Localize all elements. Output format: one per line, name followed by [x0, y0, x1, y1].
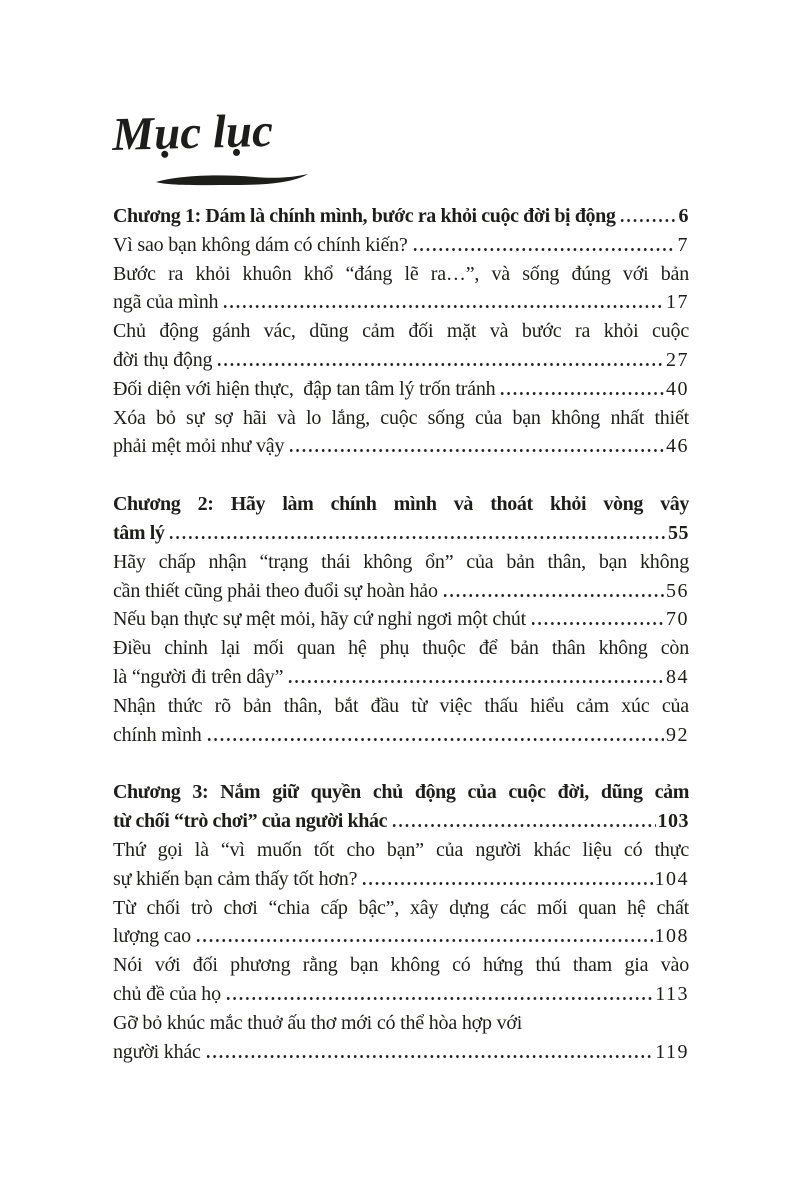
title-underline-flourish: [153, 172, 311, 188]
toc-entry: [113, 260, 689, 318]
page-title: [113, 106, 689, 202]
toc-section-chapter-3: [113, 778, 689, 1066]
toc-entry-line: Nhận thức rõ bản thân, bắt đầu từ việc thấu hiểu cảm xúc của: [113, 694, 689, 717]
dot-leader: [499, 392, 664, 395]
chapter-heading-text: tâm lý: [113, 521, 165, 544]
dot-leader: [216, 363, 664, 366]
toc-entry-line: [113, 721, 689, 750]
toc-entry: [113, 317, 689, 375]
toc-entry: [113, 634, 689, 692]
chapter-heading-line: Chương 2: Hãy làm chính mình và thoát khỏi vòng vây: [113, 493, 689, 516]
toc-entry-line: [113, 375, 689, 404]
dot-leader: [288, 449, 664, 452]
dot-leader: [205, 1055, 654, 1058]
toc-entry-line: Gỡ bỏ khúc mắc thuở ấu thơ mới có thể hòa hợp với: [113, 1011, 523, 1034]
toc-entry-line: Hãy chấp nhận “trạng thái không ổn” của bản thân, bạn không: [113, 550, 689, 573]
toc-entry-line: [113, 346, 689, 375]
toc-entry: [113, 951, 689, 1009]
toc-entry-line: [113, 663, 689, 692]
chapter-heading-text: Chương 1: Dám là chính mình, bước ra khỏi cuộc đời bị động: [113, 205, 616, 227]
page-number: 84: [666, 665, 689, 688]
toc-entry-line: Chủ động gánh vác, dũng cảm đối mặt và bước ra khỏi cuộc: [113, 320, 689, 343]
dot-leader: [168, 536, 666, 539]
toc-entry: [113, 894, 689, 952]
page-number: 113: [655, 982, 689, 1005]
toc-entry-line: Điều chỉnh lại mối quan hệ phụ thuộc để bản thân không còn: [113, 637, 689, 660]
toc-entry-line: [113, 865, 689, 894]
page-number: 104: [654, 867, 689, 890]
chapter-heading: [113, 490, 689, 548]
toc-entry-text: sự khiến bạn cảm thấy tốt hơn?: [113, 867, 358, 890]
dot-leader: [361, 882, 652, 885]
toc-entry-line: Bước ra khỏi khuôn khổ “đáng lẽ ra…”, và sống đúng với bản: [113, 262, 689, 285]
toc-entry: [113, 548, 689, 606]
page-number: 40: [666, 377, 689, 400]
toc-entry-text: phải mệt mỏi như vậy: [113, 435, 285, 458]
dot-leader: [391, 824, 655, 827]
dot-leader: [442, 594, 664, 597]
chapter-heading-line: [113, 519, 689, 548]
toc-entry-text: Đối diện với hiện thực, đập tan tâm lý trốn tránh: [113, 377, 496, 400]
toc-entry-text: chủ đề của họ: [113, 982, 221, 1005]
chapter-heading: [113, 778, 689, 836]
toc-entry-line: [113, 432, 689, 461]
toc-entry: [113, 692, 689, 750]
page-number: 108: [654, 925, 689, 948]
page-number: 6: [678, 205, 689, 227]
page-number: 103: [657, 810, 689, 833]
chapter-heading-line: Chương 3: Nắm giữ quyền chủ động của cuộc đời, dũng cảm: [113, 781, 689, 804]
page-number: 70: [666, 608, 689, 631]
chapter-heading-text: từ chối “trò chơi” của người khác: [113, 810, 388, 833]
page-number: 56: [666, 579, 689, 602]
toc-entry-text: Nếu bạn thực sự mệt mỏi, hãy cứ nghỉ ngơi một chút: [113, 608, 527, 631]
page-number: 7: [677, 233, 689, 256]
toc-entry-text: người khác: [113, 1040, 201, 1063]
dot-leader: [287, 680, 664, 683]
toc-entry-text: ngã của mình: [113, 291, 219, 314]
page-number: 17: [666, 291, 689, 314]
toc-entry: [113, 375, 689, 404]
toc-entry-line: Xóa bỏ sự sợ hãi và lo lắng, cuộc sống của bạn không nhất thiết: [113, 406, 689, 429]
toc-entry-line: [113, 577, 689, 606]
toc-entry-text: Vì sao bạn không dám có chính kiến?: [113, 233, 408, 256]
toc-entry: [113, 404, 689, 462]
toc-entry-text: cần thiết cũng phải theo đuổi sự hoàn hảo: [113, 579, 438, 602]
toc-entry: [113, 836, 689, 894]
dot-leader: [206, 738, 664, 741]
toc-entry-text: đời thụ động: [113, 348, 213, 371]
page-number: 46: [666, 435, 689, 458]
chapter-heading-line: [113, 807, 689, 836]
toc-entry-line: [113, 231, 689, 260]
toc-entry-text: chính mình: [113, 723, 202, 746]
dot-leader: [412, 248, 676, 251]
toc-entry-line: [113, 922, 689, 951]
chapter-heading-line: [113, 202, 689, 231]
toc-entry-text: lượng cao: [113, 925, 191, 948]
toc-content: [113, 106, 689, 1066]
toc-entry-text: là “người đi trên dây”: [113, 665, 284, 688]
page-number: 55: [668, 521, 689, 544]
toc-entry-line: Thứ gọi là “vì muốn tốt cho bạn” của người khác liệu có thực: [113, 838, 689, 861]
dot-leader: [530, 622, 664, 625]
toc-entry-line: [113, 605, 689, 634]
chapter-heading: [113, 202, 689, 231]
dot-leader: [195, 939, 653, 942]
toc-entry-line: [113, 980, 689, 1009]
toc-entry: [113, 605, 689, 634]
toc-section-chapter-2: [113, 490, 689, 749]
toc-section-chapter-1: [113, 202, 689, 461]
page-number: 92: [666, 723, 689, 746]
dot-leader: [222, 305, 664, 308]
toc-entry: [113, 1009, 689, 1067]
toc-entry-line: Từ chối trò chơi “chia cấp bậc”, xây dựng các mối quan hệ chất: [113, 896, 689, 919]
toc-entry-line: [113, 288, 689, 317]
toc-entry-line: [113, 1038, 689, 1067]
dot-leader: [619, 219, 676, 222]
toc-entry-line: Nói với đối phương rằng bạn không có hứng thú tham gia vào: [113, 954, 689, 977]
page-title-text: Mục lục: [111, 104, 274, 162]
toc-entry: [113, 231, 689, 260]
page-number: 27: [666, 348, 689, 371]
page-number: 119: [655, 1040, 689, 1063]
dot-leader: [225, 997, 653, 1000]
